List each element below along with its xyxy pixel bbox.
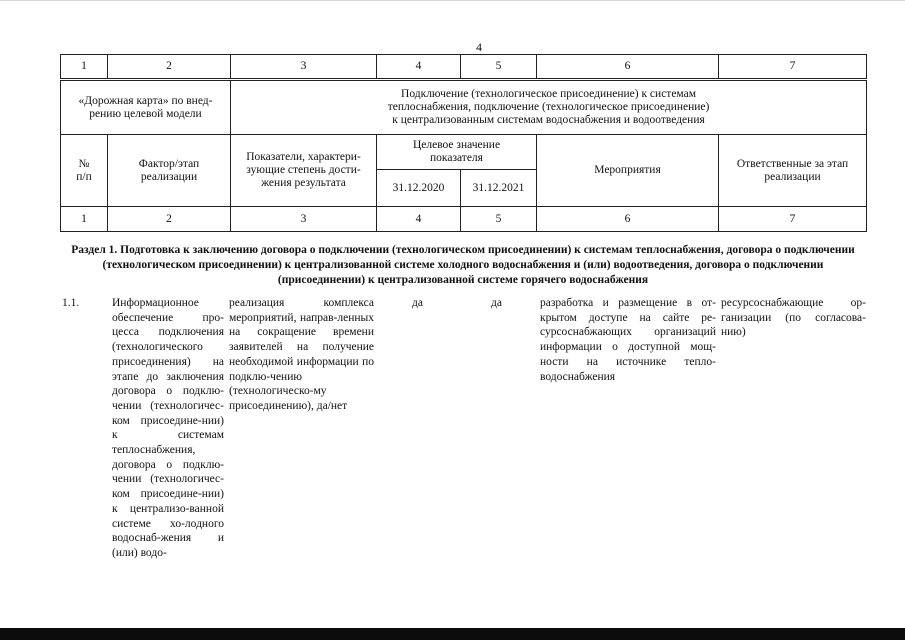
- header-date-2021: 31.12.2021: [461, 170, 537, 207]
- header-target-value: Целевое значение показателя: [377, 135, 537, 170]
- roadmap-table-header: [60, 80, 867, 232]
- column-number: 3: [231, 55, 377, 79]
- scan-top-edge: [0, 0, 905, 1]
- column-number: 2: [108, 207, 231, 232]
- row-value-2020: да: [412, 297, 423, 309]
- page-number: 4: [476, 40, 482, 54]
- column-number: 7: [719, 55, 867, 79]
- column-number: 7: [719, 207, 867, 232]
- header-indicators: Показатели, характери- зующие степень дости- жения результата: [231, 135, 377, 207]
- column-number: 4: [377, 207, 461, 232]
- row-indicator: реализация комплекса мероприятий, направ-ленных на сокращение времени заявителей на получение необходимой информации по подклю-чению (технологическо-му присоединению), да/нет: [229, 297, 374, 412]
- column-number: 3: [231, 207, 377, 232]
- column-number-header: [60, 54, 867, 79]
- section-title: Раздел 1. Подготовка к заключению договора о подключении (технологическом присоединении) к системам теплоснабжения, договора о подключении (технологическом присоединении) к централизованной системе холодного водоснабжения и (или) водоотведения, договора о подключении (присоединении) к централизованной системе горячего водоснабжения: [71, 244, 855, 286]
- column-number: 5: [461, 207, 537, 232]
- header-measures: Мероприятия: [537, 135, 719, 207]
- column-number: 1: [61, 55, 108, 79]
- scan-bottom-border: [0, 628, 905, 640]
- column-number: 6: [537, 207, 719, 232]
- row-measure: разработка и размещение в от-крытом доступе на сайте ре-сурсоснабжающих организаций информации о доступной мощ-ности на источнике тепло-водоснабжения: [540, 297, 716, 383]
- row-value-2021: да: [491, 297, 502, 309]
- column-number: 5: [461, 55, 537, 79]
- roadmap-label: «Дорожная карта» по внед- рению целевой модели: [61, 81, 231, 135]
- column-number: 4: [377, 55, 461, 79]
- header-num: № п/п: [61, 135, 108, 207]
- row-responsible: ресурсоснабжающие ор-ганизации (по согласова-нию): [721, 297, 866, 339]
- column-number: 1: [61, 207, 108, 232]
- header-factor: Фактор/этап реализации: [108, 135, 231, 207]
- column-number: 6: [537, 55, 719, 79]
- connection-heading: Подключение (технологическое присоединение) к системам теплоснабжения, подключение (технологическое присоединение) к централизованным системам водоснабжения и водоотведения: [231, 81, 867, 135]
- header-responsible: Ответственные за этап реализации: [719, 135, 867, 207]
- header-date-2020: 31.12.2020: [377, 170, 461, 207]
- row-number: 1.1.: [62, 297, 80, 309]
- column-number: 2: [108, 55, 231, 79]
- row-factor: Информационное обеспечение про-цесса подключения (технологического присоединения) на этапе до заключения договора о подклю-чении (технологичес-ком присоедине-нии) к системам теплоснабжения, договора о подклю-чении (технологичес-ком присоедине-нии) к централизо-ванной системе хо-лодного водоснаб-жения и (или) водо-: [112, 297, 224, 559]
